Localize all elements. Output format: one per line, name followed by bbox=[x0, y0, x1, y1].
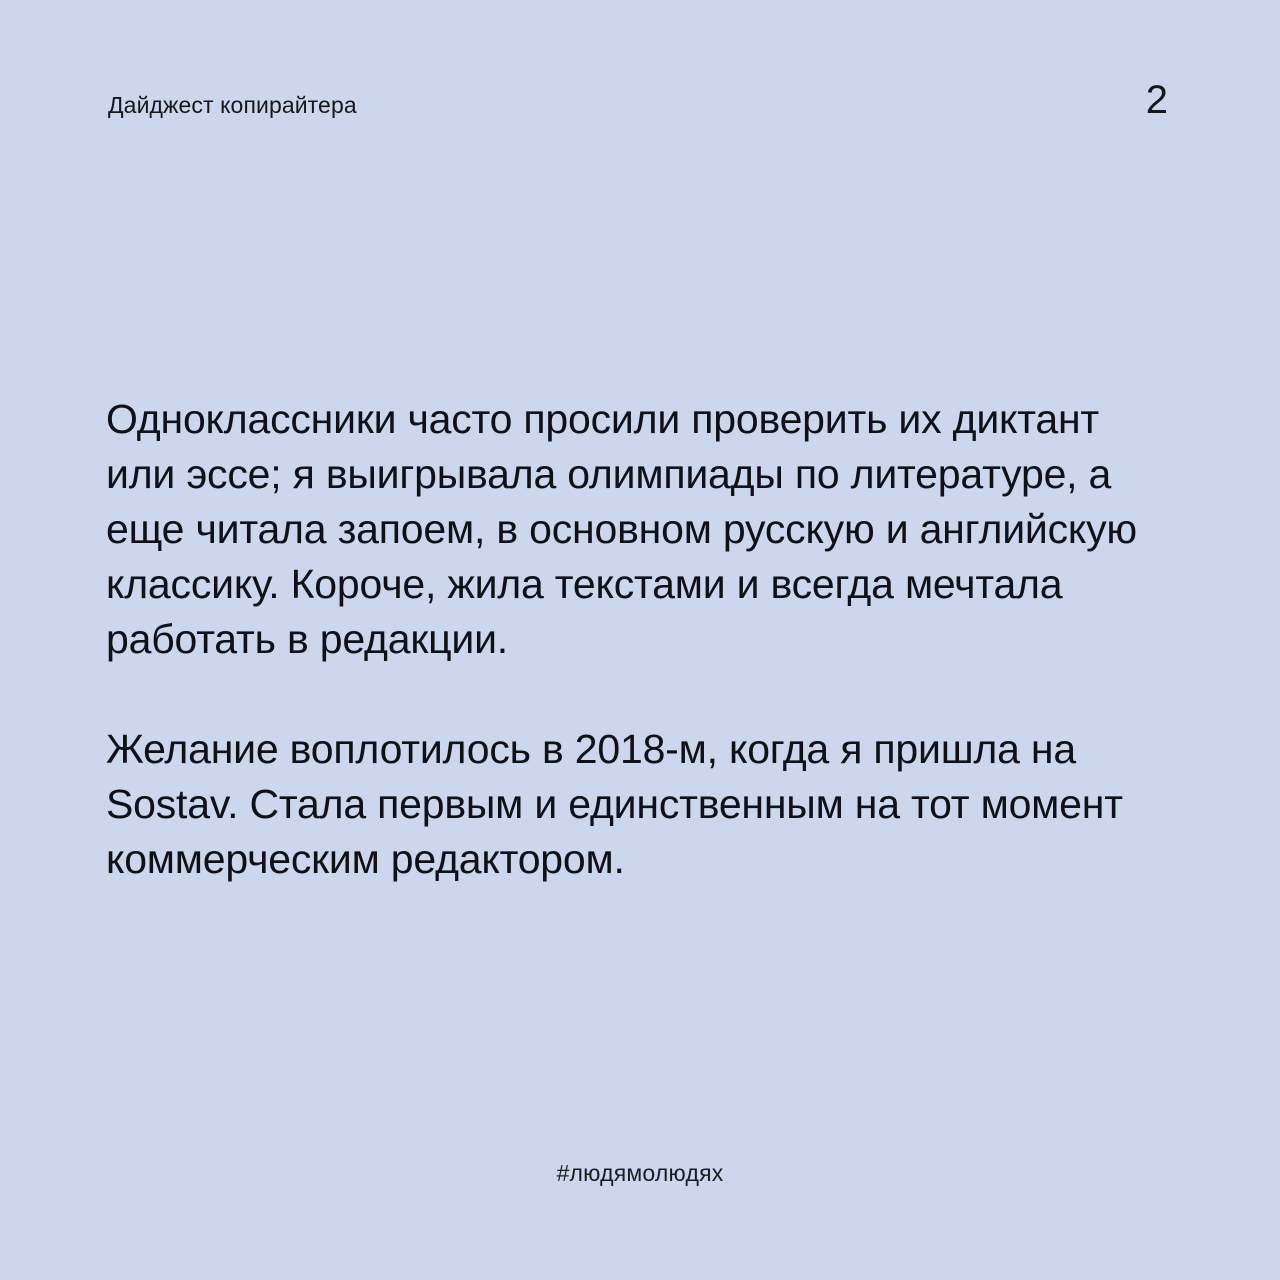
slide-kicker: Дайджест копирайтера bbox=[108, 92, 357, 118]
slide-header bbox=[108, 78, 1172, 122]
page-number: 2 bbox=[1145, 78, 1168, 122]
body-paragraph: Одноклассники часто просили проверить их диктант или эссе; я выигрывала олимпиады по литературе, а еще читала запоем, в основном русскую и английскую классику. Короче, жила текстами и всегда мечтала работать в редакции. bbox=[106, 396, 1137, 662]
slide-footer bbox=[0, 1160, 1280, 1187]
body-paragraph: Желание воплотилось в 2018-м, когда я пришла на Sostav. Стала первым и единственным на тот момент коммерческим редактором. bbox=[106, 726, 1123, 882]
slide-body bbox=[106, 392, 1166, 887]
footer-hashtag: #людямолюдях bbox=[556, 1160, 724, 1186]
